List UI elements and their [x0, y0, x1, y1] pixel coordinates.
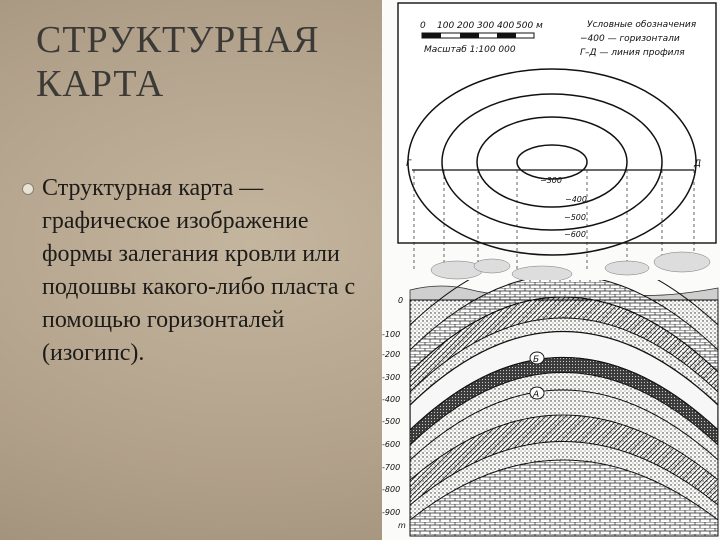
depth-axis [382, 296, 406, 530]
scale-label: Масштаб 1:100 000 [424, 45, 516, 55]
legend-contour: −400 — горизонтали [580, 34, 680, 44]
contour-label-400: −400 [565, 195, 587, 204]
depth-unit: m [398, 521, 406, 530]
bullet-text: Структурная карта — графическое изображение формы залегания кровли или подошвы какого-либо пласта с помощью горизонталей (изогипс). [42, 175, 356, 366]
depth-600: -600 [382, 440, 401, 449]
profile-point-d: Д [694, 159, 702, 169]
depth-500: -500 [382, 417, 401, 426]
contour-label-600: −600 [564, 230, 586, 239]
slide-title [36, 18, 366, 106]
bullet-item [22, 172, 362, 370]
depth-400: -400 [382, 395, 401, 404]
structural-map-figure [382, 0, 720, 540]
depth-100: -100 [382, 330, 401, 339]
depth-zero: 0 [398, 296, 404, 305]
title-line-1: СТРУКТУРНАЯ [36, 19, 320, 61]
scale-num-100: 100 [437, 21, 455, 31]
scale-num-200: 200 [457, 21, 475, 31]
depth-700: -700 [382, 463, 401, 472]
legend-title: Условные обозначения [587, 20, 697, 30]
scale-num-300: 300 [477, 21, 495, 31]
bullet-list [22, 172, 362, 370]
landscape-clouds [431, 252, 710, 282]
map-legend [580, 20, 697, 58]
depth-900: -900 [382, 508, 401, 517]
depth-200: -200 [382, 350, 401, 359]
scale-num-0: 0 [420, 21, 426, 31]
title-line-2: КАРТА [36, 63, 165, 105]
scale-num-500: 500 м [516, 21, 543, 31]
layer-a-label: А [533, 390, 540, 400]
depth-800: -800 [382, 485, 401, 494]
profile-point-g: Г [406, 159, 412, 169]
contour-label-500: −500 [564, 213, 586, 222]
contour-label-300: −300 [540, 176, 562, 185]
layer-b-label: Б [533, 355, 540, 365]
legend-profile: Г–Д — линия профиля [580, 48, 685, 58]
depth-300: -300 [382, 373, 401, 382]
scale-num-400: 400 [497, 21, 515, 31]
bullet-marker [22, 183, 34, 195]
